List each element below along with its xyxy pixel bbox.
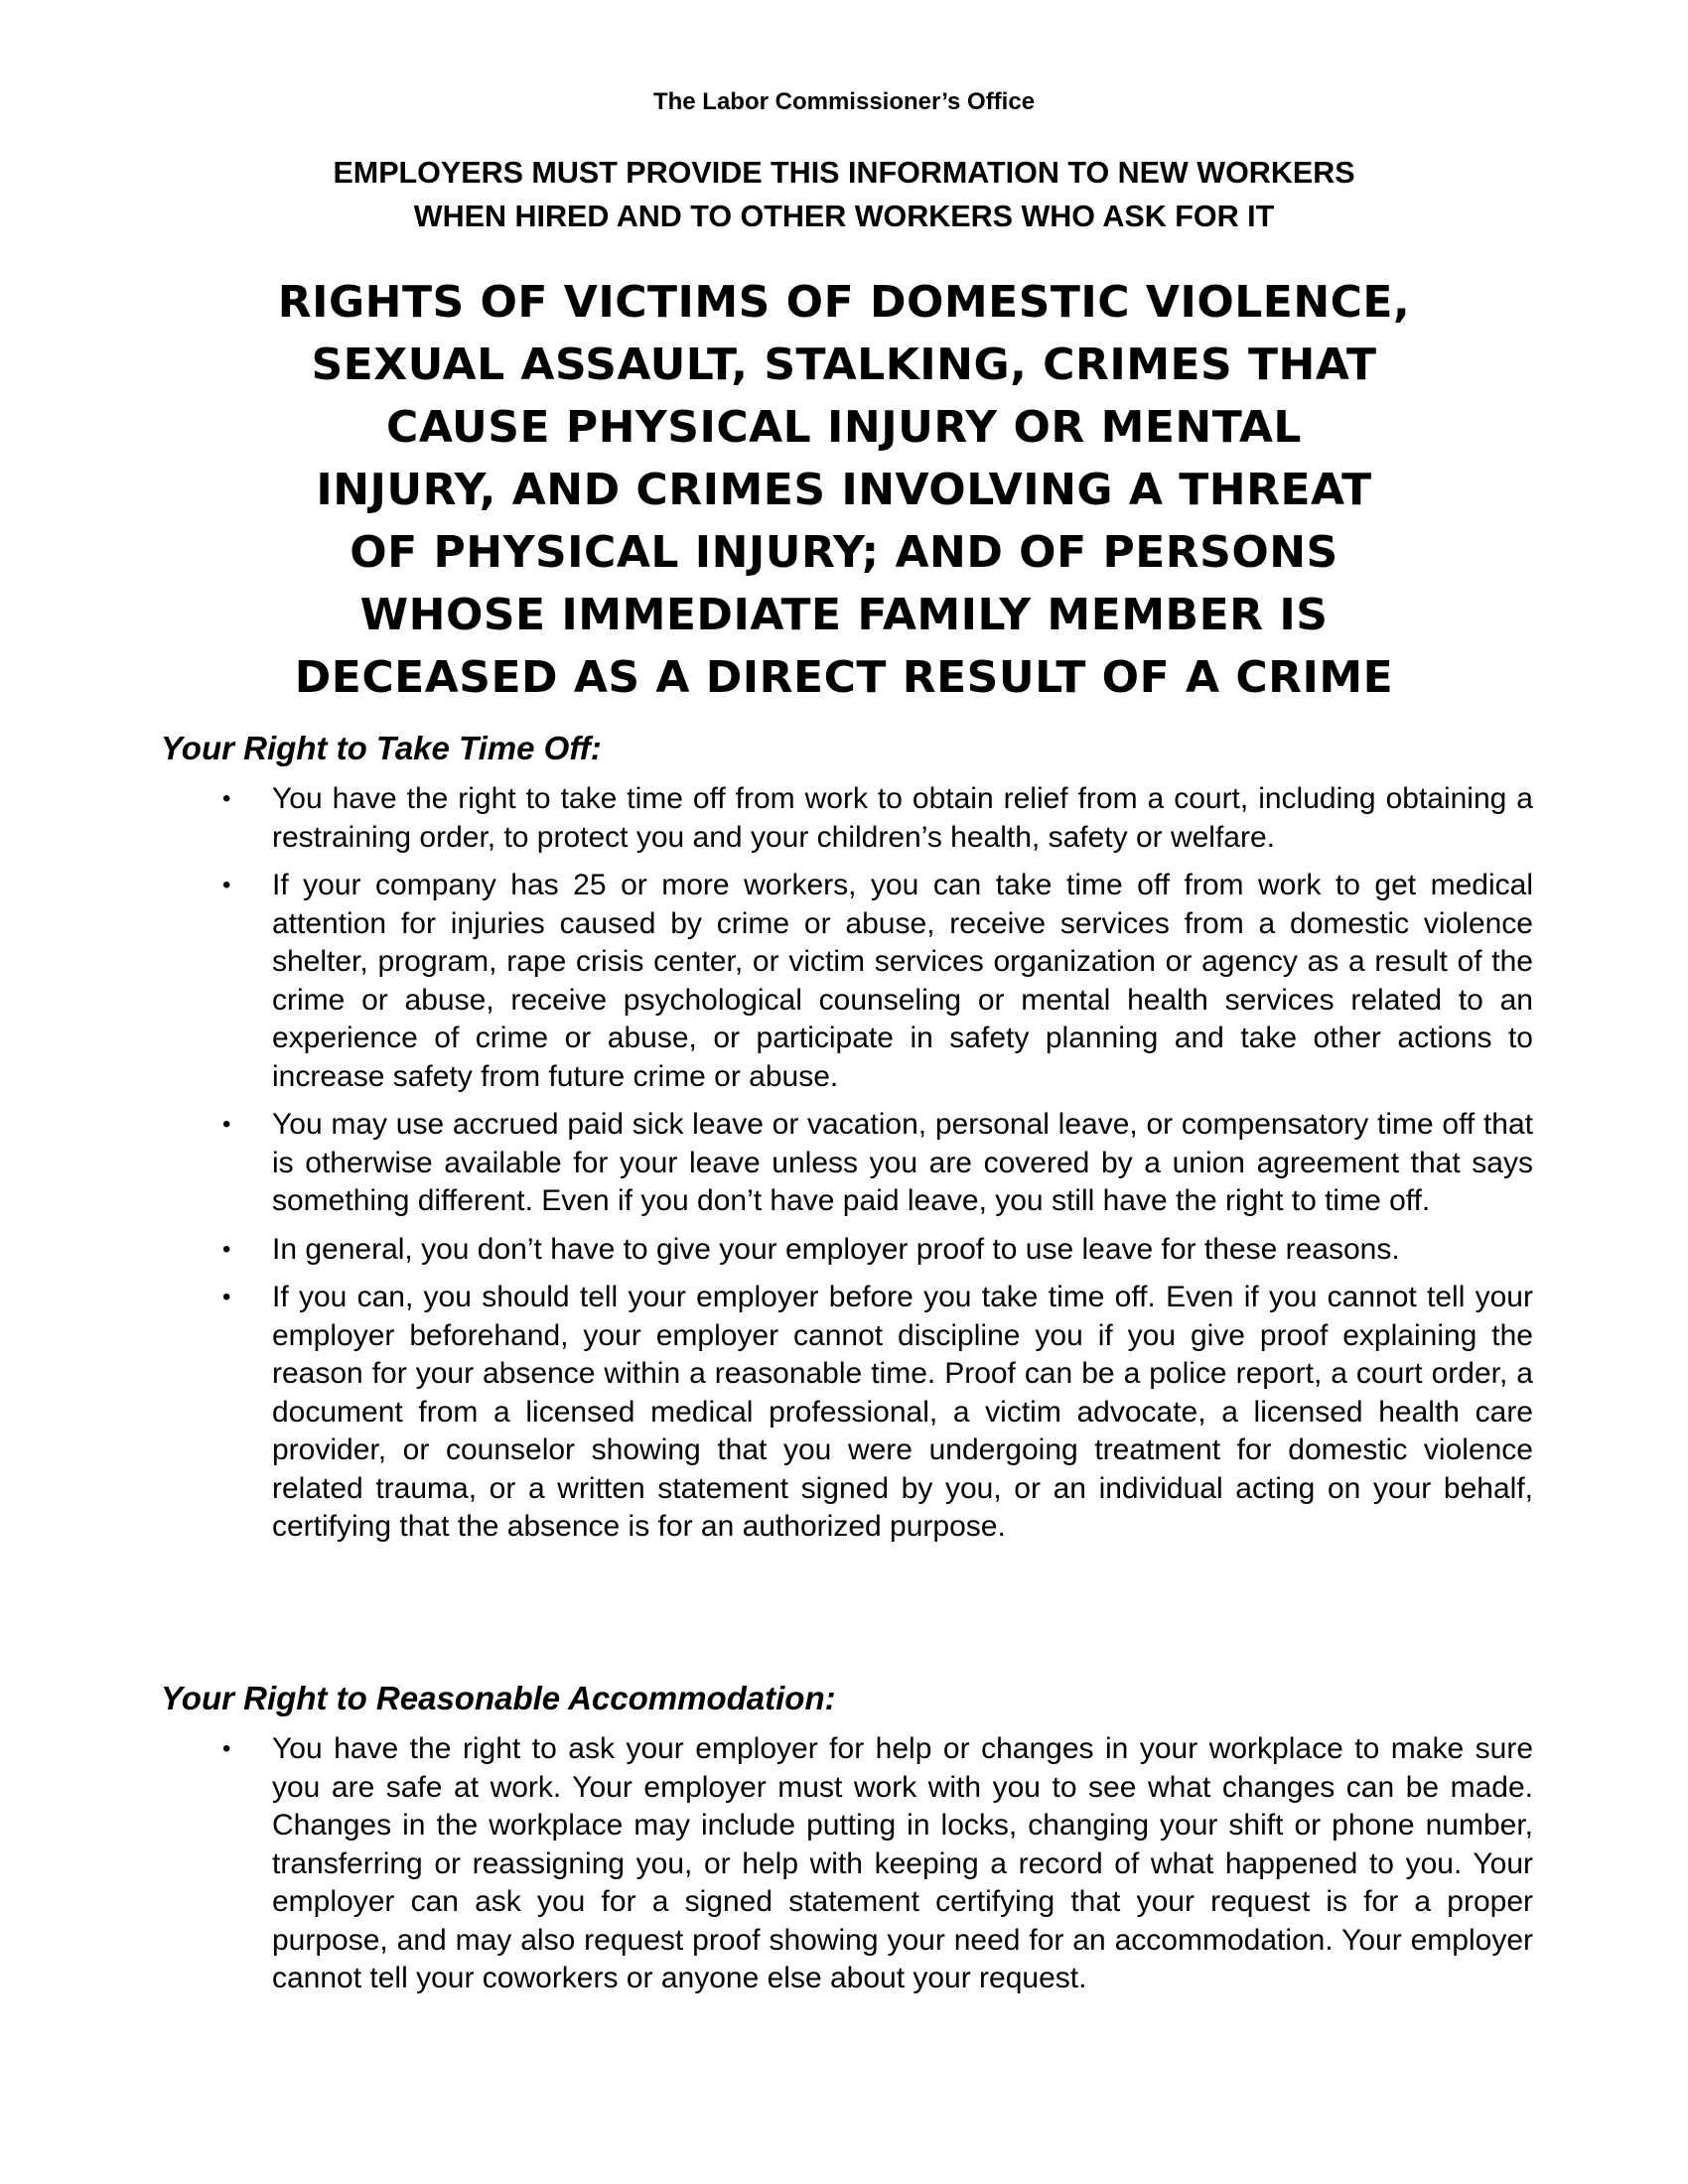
notice-line: WHEN HIRED AND TO OTHER WORKERS WHO ASK FOR IT <box>413 200 1275 233</box>
title-line: SEXUAL ASSAULT, STALKING, CRIMES THAT <box>311 340 1377 390</box>
list-item-text: You have the right to ask your employer for help or changes in your workplace to make sure you are safe at work. Your employer must work with you to see what changes can be made. Changes in the workplace may include putting in locks, changing your shift or phone number, transferring or reassigning you, or help with keeping a record of what happened to you. Your employer can ask you for a signed statement certifying that your request is for a proper purpose, and may also request proof showing your need for an accommodation. Your employer cannot tell your coworkers or anyone else about your request. <box>272 1732 1533 1994</box>
section-heading-time-off: Your Right to Take Time Off: <box>161 730 602 766</box>
list-item <box>220 1231 1533 1270</box>
section-heading-accommodation: Your Right to Reasonable Accommodation: <box>161 1680 836 1716</box>
list-item-text: If your company has 25 or more workers, you can take time off from work to get medical attention for injuries caused by crime or abuse, receive services from a domestic violence shelter, program, rape crisis center, or victim services organization or agency as a result of the crime or abuse, receive psychological counseling or mental health services related to an experience of crime or abuse, or participate in safety planning and take other actions to increase safety from future crime or abuse. <box>272 869 1533 1093</box>
bullet-icon: • <box>222 872 231 898</box>
bullet-icon: • <box>222 1735 231 1762</box>
list-item <box>220 780 1533 857</box>
notice-line: EMPLOYERS MUST PROVIDE THIS INFORMATION TO NEW WORKERS <box>333 156 1355 190</box>
bullet-icon: • <box>222 1235 231 1263</box>
title-line: INJURY, AND CRIMES INVOLVING A THREAT <box>316 465 1372 515</box>
list-item <box>220 1279 1533 1547</box>
bullet-icon: • <box>222 1284 231 1310</box>
list-item <box>220 1106 1533 1221</box>
list-item-text: If you can, you should tell your employer before you take time off. Even if you cannot tell your employer beforehand, your employer cannot discipline you if you give proof explaining the reason for your absence within a reasonable time. Proof can be a police report, a court order, a document from a licensed medical professional, a victim advocate, a licensed health care provider, or counselor showing that you were undergoing treatment for domestic violence related trauma, or a written statement signed by you, or an individual acting on your behalf, certifying that the absence is for an authorized purpose. <box>272 1281 1533 1543</box>
bullet-icon: • <box>222 785 231 812</box>
time-off-list <box>220 780 1533 1557</box>
title-line: WHOSE IMMEDIATE FAMILY MEMBER IS <box>359 590 1329 640</box>
title-line: DECEASED AS A DIRECT RESULT OF A CRIME <box>294 652 1394 703</box>
title-line: OF PHYSICAL INJURY; AND OF PERSONS <box>350 527 1338 578</box>
page-title <box>0 271 1688 709</box>
bullet-icon: • <box>222 1111 231 1138</box>
list-item <box>220 867 1533 1096</box>
title-line: RIGHTS OF VICTIMS OF DOMESTIC VIOLENCE, <box>277 277 1411 328</box>
office-header: The Labor Commissioner’s Office <box>652 88 1036 115</box>
list-item-text: You may use accrued paid sick leave or vacation, personal leave, or compensatory time off that is otherwise available for your leave unless you are covered by a union agreement that says something different. Even if you don’t have paid leave, you still have the right to time off. <box>272 1108 1533 1217</box>
list-item <box>220 1730 1533 1998</box>
employer-notice <box>0 151 1688 238</box>
list-item-text: You have the right to take time off from work to obtain relief from a court, including obtaining a restraining order, to protect you and your children’s health, safety or welfare. <box>272 782 1533 854</box>
accommodation-list <box>220 1730 1533 2008</box>
title-line: CAUSE PHYSICAL INJURY OR MENTAL <box>386 402 1302 453</box>
list-item-text: In general, you don’t have to give your employer proof to use leave for these reasons. <box>272 1232 1400 1266</box>
